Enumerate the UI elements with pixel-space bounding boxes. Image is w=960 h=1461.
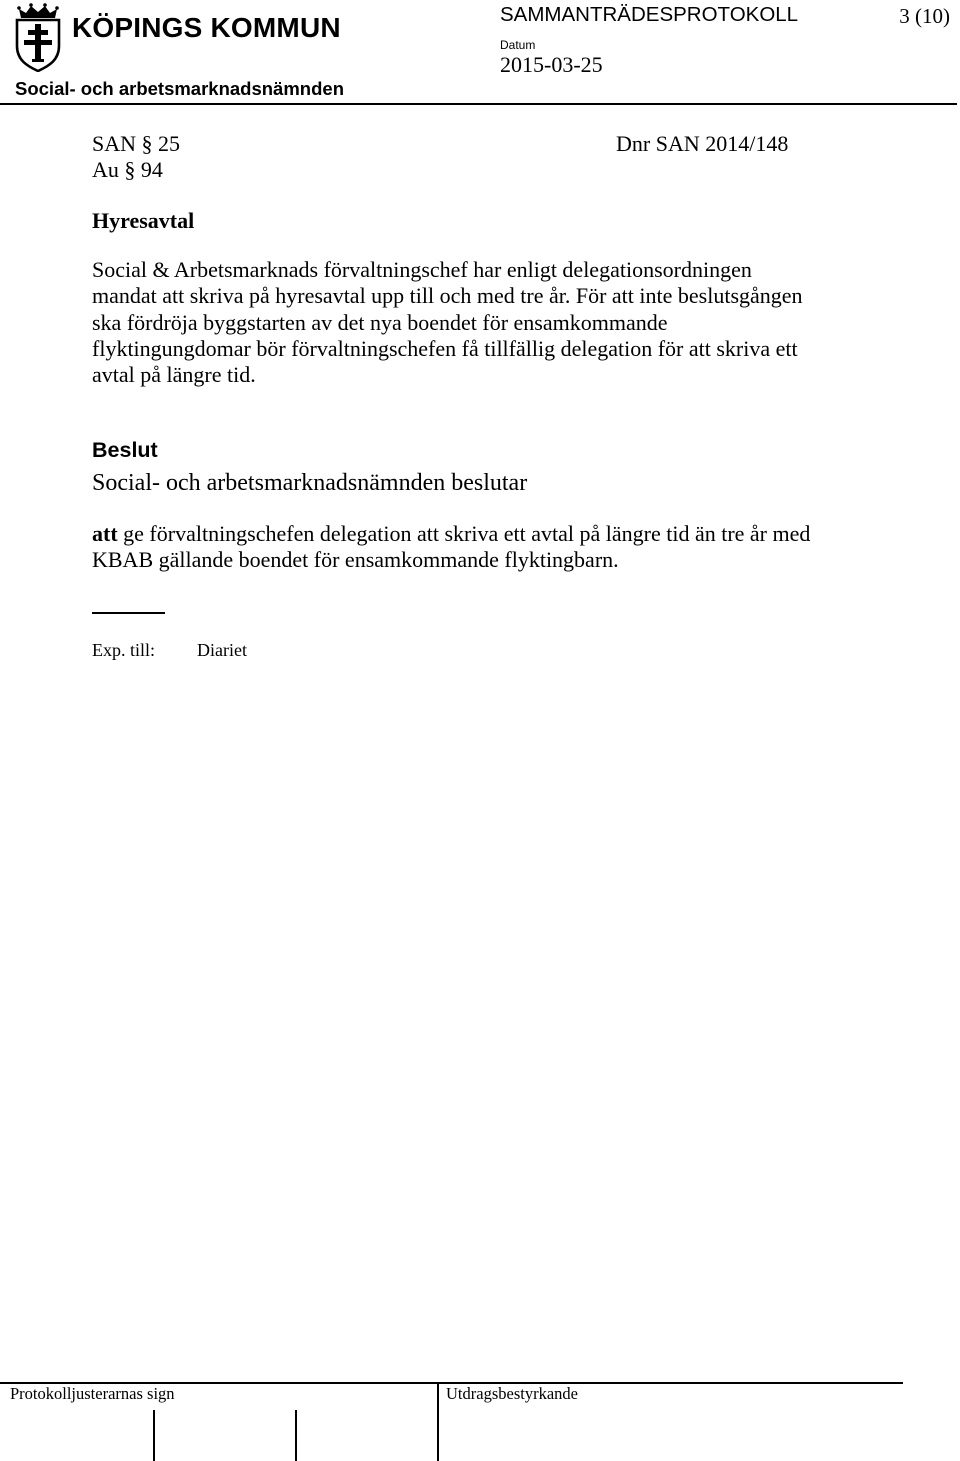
document-type: SAMMANTRÄDESPROTOKOLL xyxy=(500,3,799,26)
item-title: Hyresavtal xyxy=(92,208,195,233)
signature-box-divider xyxy=(437,1382,439,1461)
certification-label: Utdragsbestyrkande xyxy=(446,1384,578,1403)
au-section-number: Au § 94 xyxy=(92,157,163,182)
item-body-line: ska fördröja byggstarten av det nya boendet för ensamkommande xyxy=(92,309,668,335)
signature-label: Protokolljusterarnas sign xyxy=(10,1384,175,1403)
decision-line-text: ge förvaltningschefen delegation att skriva ett avtal på längre tid än tre år med xyxy=(123,521,811,546)
distribution-recipient: Diariet xyxy=(197,640,247,660)
decision-line xyxy=(92,521,810,547)
item-body-line: mandat att skriva på hyresavtal upp till och med tre år. För att inte beslutsgången xyxy=(92,283,803,309)
page-number: 3 (10) xyxy=(899,4,950,28)
decision-line: KBAB gällande boendet för ensamkommande flyktingbarn. xyxy=(92,547,619,573)
signature-box-divider xyxy=(153,1410,155,1461)
coat-of-arms-icon xyxy=(12,2,64,72)
item-body-line: Social & Arbetsmarknads förvaltningschef har enligt delegationsordningen xyxy=(92,257,752,282)
section-number: SAN § 25 xyxy=(92,131,181,156)
decision-lead: Social- och arbetsmarknadsnämnden beslutar xyxy=(92,470,528,496)
meeting-date: 2015-03-25 xyxy=(500,52,603,77)
distribution-label: Exp. till: xyxy=(92,640,155,660)
item-body xyxy=(92,257,803,388)
separator-rule xyxy=(92,612,165,614)
date-label: Datum xyxy=(500,38,536,52)
logo-wordmark: KÖPINGS KOMMUN xyxy=(72,12,341,43)
decision-text xyxy=(92,521,810,574)
signature-box-divider xyxy=(295,1410,297,1461)
item-body-line: flyktingungdomar bör förvaltningschefen få tillfällig delegation för att skriva ett xyxy=(92,335,798,361)
case-number: Dnr SAN 2014/148 xyxy=(616,131,789,156)
item-body-line: avtal på längre tid. xyxy=(92,362,256,388)
committee-name: Social- och arbetsmarknadsnämnden xyxy=(15,78,344,99)
header-divider xyxy=(0,103,957,105)
decision-att-keyword: att xyxy=(92,521,118,546)
decision-heading: Beslut xyxy=(92,438,158,462)
